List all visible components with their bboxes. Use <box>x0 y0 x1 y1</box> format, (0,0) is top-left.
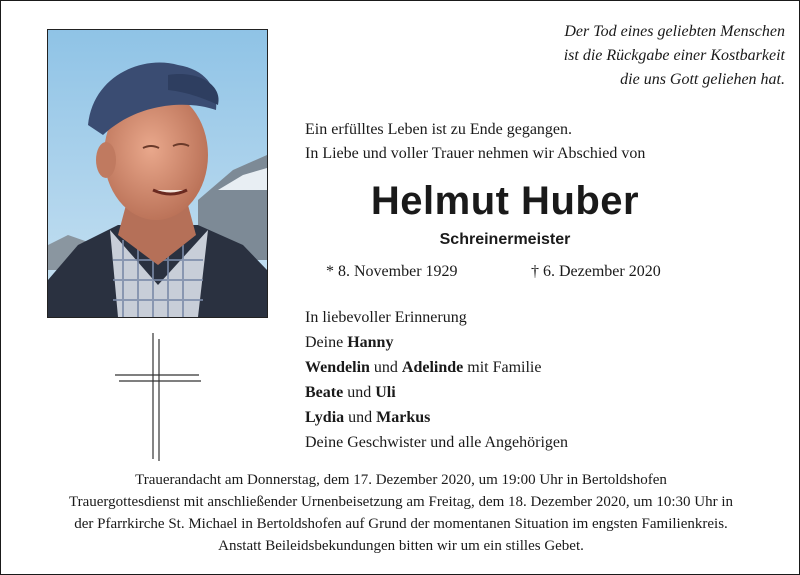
intro-line: In Liebe und voller Trauer nehmen wir Abschied von <box>305 145 646 162</box>
quote-line: Der Tod eines geliebten Menschen <box>564 23 785 40</box>
mourner-line <box>305 330 568 355</box>
mourner-name: Markus <box>376 409 431 426</box>
mourner-line <box>305 380 568 405</box>
mourner-text: Deine <box>305 334 348 351</box>
death-date: † 6. Dezember 2020 <box>531 263 661 280</box>
mourner-name: Wendelin <box>305 359 370 376</box>
service-line: der Pfarrkirche St. Michael in Bertoldshofen auf Grund der momentanen Situation im engsten Familienkreis. <box>74 516 728 532</box>
mourner-line <box>305 405 568 430</box>
mourner-name: Uli <box>375 384 396 401</box>
cross-icon <box>113 331 203 468</box>
intro-line: Ein erfülltes Leben ist zu Ende gegangen. <box>305 121 573 138</box>
portrait-photo <box>47 29 268 318</box>
mourner-text: und <box>343 384 376 401</box>
mourner-text: mit Familie <box>463 359 542 376</box>
deceased-name: Helmut Huber <box>370 179 640 223</box>
service-line: Trauergottesdienst mit anschließender Urnenbeisetzung am Freitag, dem 18. Dezember 2020, um 10:30 Uhr in <box>68 494 733 510</box>
mourner-name: Adelinde <box>401 359 464 376</box>
service-line: Trauerandacht am Donnerstag, dem 17. Dezember 2020, um 19:00 Uhr in Bertoldshofen <box>135 472 667 488</box>
quote-line: ist die Rückgabe einer Kostbarkeit <box>563 47 785 64</box>
service-info <box>1 469 800 557</box>
mourners-heading: In liebevoller Erinnerung <box>305 309 467 326</box>
mourner-line <box>305 355 568 380</box>
birth-date: * 8. November 1929 <box>326 263 458 280</box>
mourner-name: Lydia <box>305 409 345 426</box>
deceased-profession: Schreinermeister <box>439 231 571 248</box>
mourner-name: Hanny <box>347 334 394 351</box>
mourner-name: Beate <box>305 384 344 401</box>
mourner-text: und <box>344 409 377 426</box>
mourner-text: und <box>369 359 402 376</box>
mourner-line: Deine Geschwister und alle Angehörigen <box>305 434 569 451</box>
quote <box>485 20 785 92</box>
service-line: Anstatt Beileidsbekundungen bitten wir um ein stilles Gebet. <box>218 538 584 554</box>
quote-line: die uns Gott geliehen hat. <box>620 71 785 88</box>
mourners-list <box>305 305 568 455</box>
intro-text <box>305 118 645 166</box>
